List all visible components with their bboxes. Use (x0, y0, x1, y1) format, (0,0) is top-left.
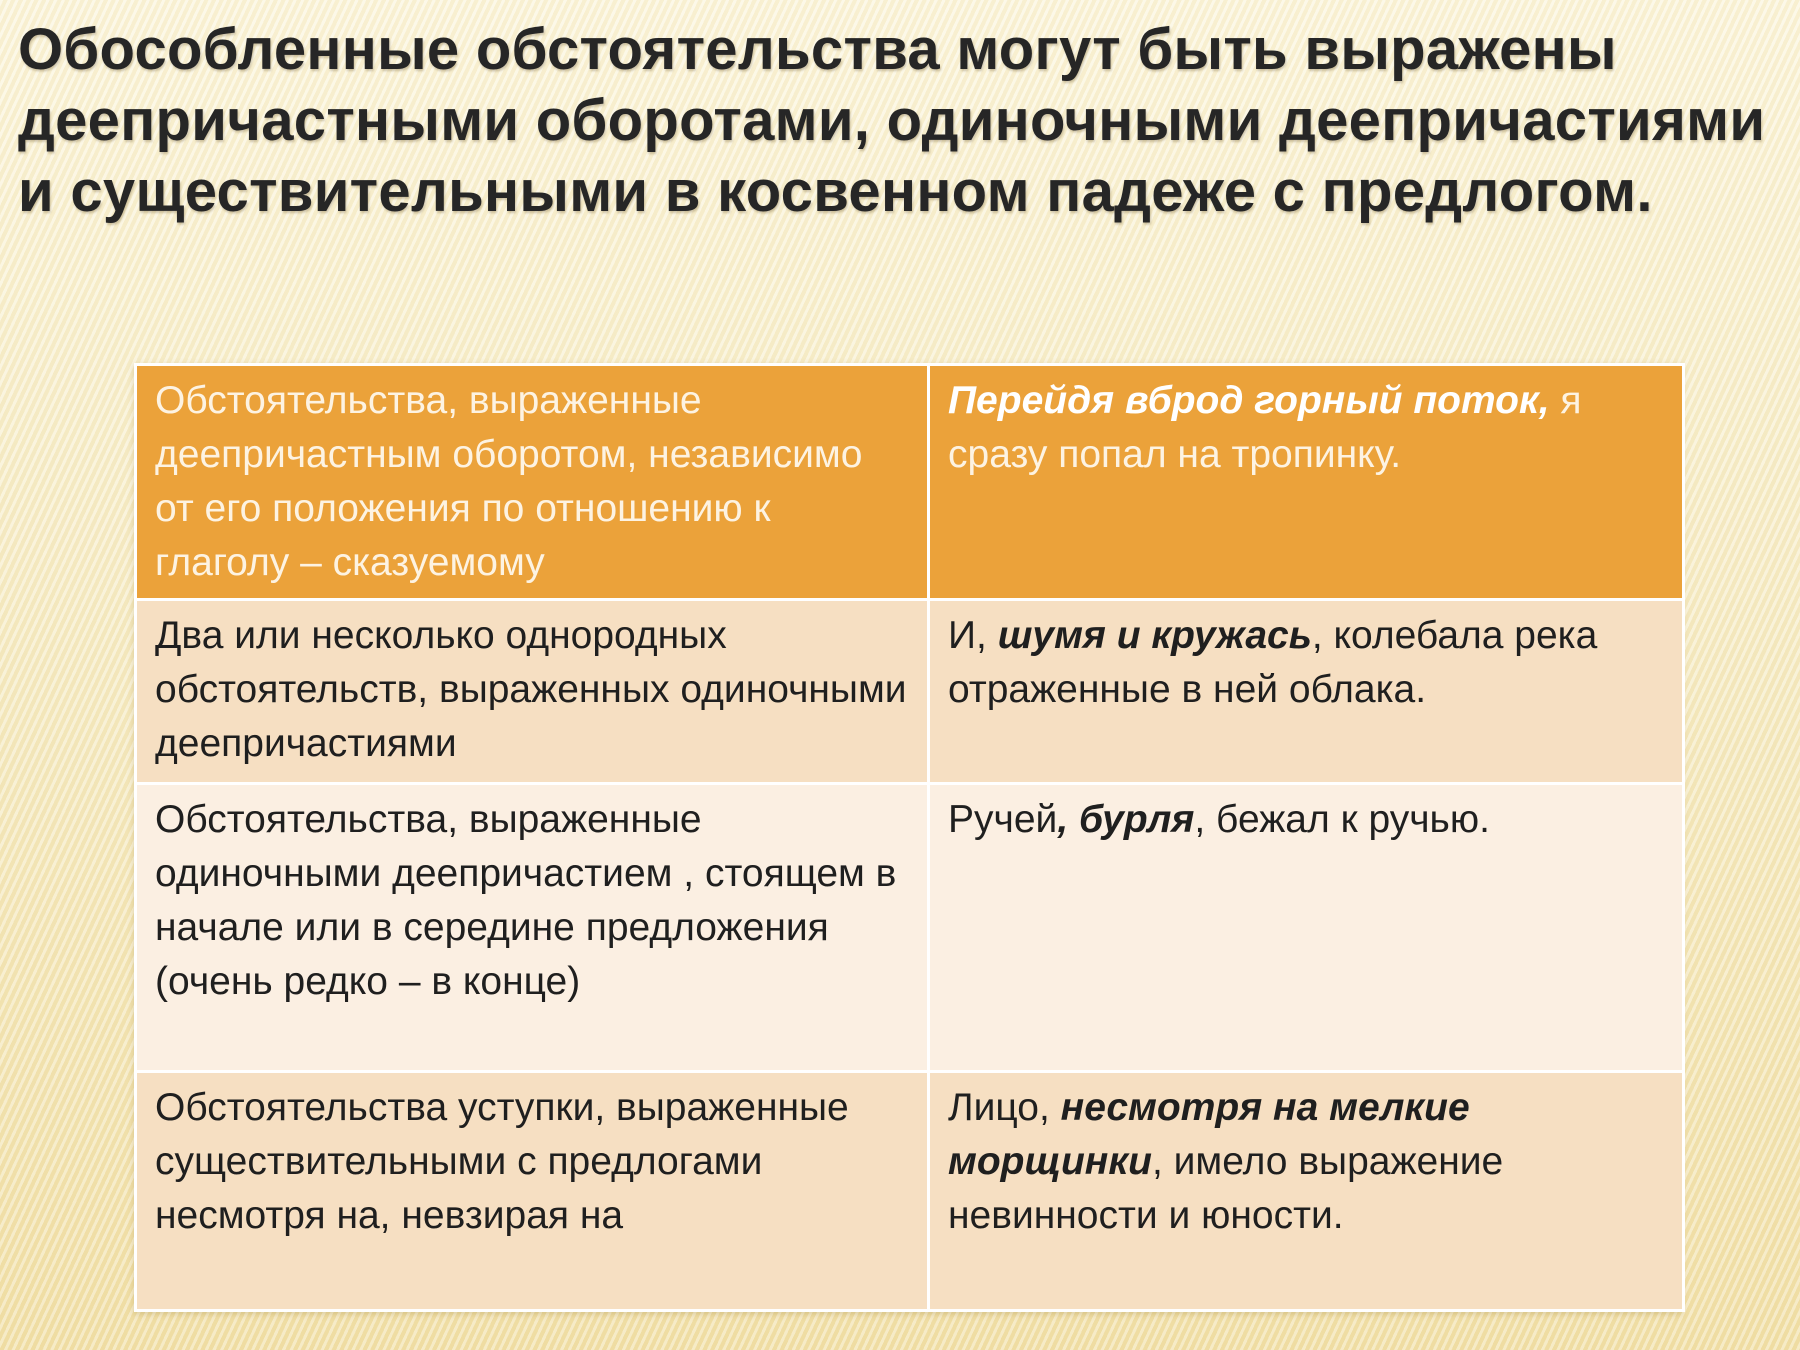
rule-cell: Обстоятельства уступки, выраженные существительными с предлогами несмотря на, невзирая на (136, 1072, 929, 1311)
table-row (136, 600, 1684, 784)
example-cell (929, 784, 1684, 1072)
table-row (136, 784, 1684, 1072)
example-highlight: несмотря на мелкие морщинки (948, 1086, 1470, 1183)
table-row-header (136, 365, 1684, 600)
example-highlight: шумя и кружась (997, 614, 1312, 657)
example-text-pre: Лицо, (948, 1086, 1061, 1129)
example-cell (929, 600, 1684, 784)
rule-cell: Обстоятельства, выраженные деепричастным оборотом, независимо от его положения по отношению к глаголу – сказуемому (136, 365, 929, 600)
example-text-pre: И, (948, 614, 998, 657)
slide-title: Обособленные обстоятельства могут быть выражены деепричастными оборотами, одиночными деепричастиями и существительными в косвенном падеже с предлогом. (18, 17, 1766, 224)
example-highlight: Перейдя вброд горный поток, (948, 379, 1550, 422)
rules-table-container (134, 363, 1682, 1312)
rule-cell: Обстоятельства, выраженные одиночными деепричастием , стоящем в начале или в середине предложения (очень редко – в конце) (136, 784, 929, 1072)
example-cell (929, 1072, 1684, 1311)
rules-table (134, 363, 1685, 1312)
table-row (136, 1072, 1684, 1311)
example-text-post: , колебала река отраженные в ней облака. (948, 614, 1598, 711)
example-highlight: , бурля (1057, 798, 1195, 841)
example-text-pre: Ручей (948, 798, 1058, 841)
example-cell (929, 365, 1684, 600)
rule-cell: Два или несколько однородных обстоятельств, выраженных одиночными деепричастиями (136, 600, 929, 784)
example-text-post: я сразу попал на тропинку. (948, 379, 1582, 476)
example-text-post: , бежал к ручью. (1194, 798, 1490, 841)
example-text-post: , имело выражение невинности и юности. (948, 1140, 1504, 1237)
